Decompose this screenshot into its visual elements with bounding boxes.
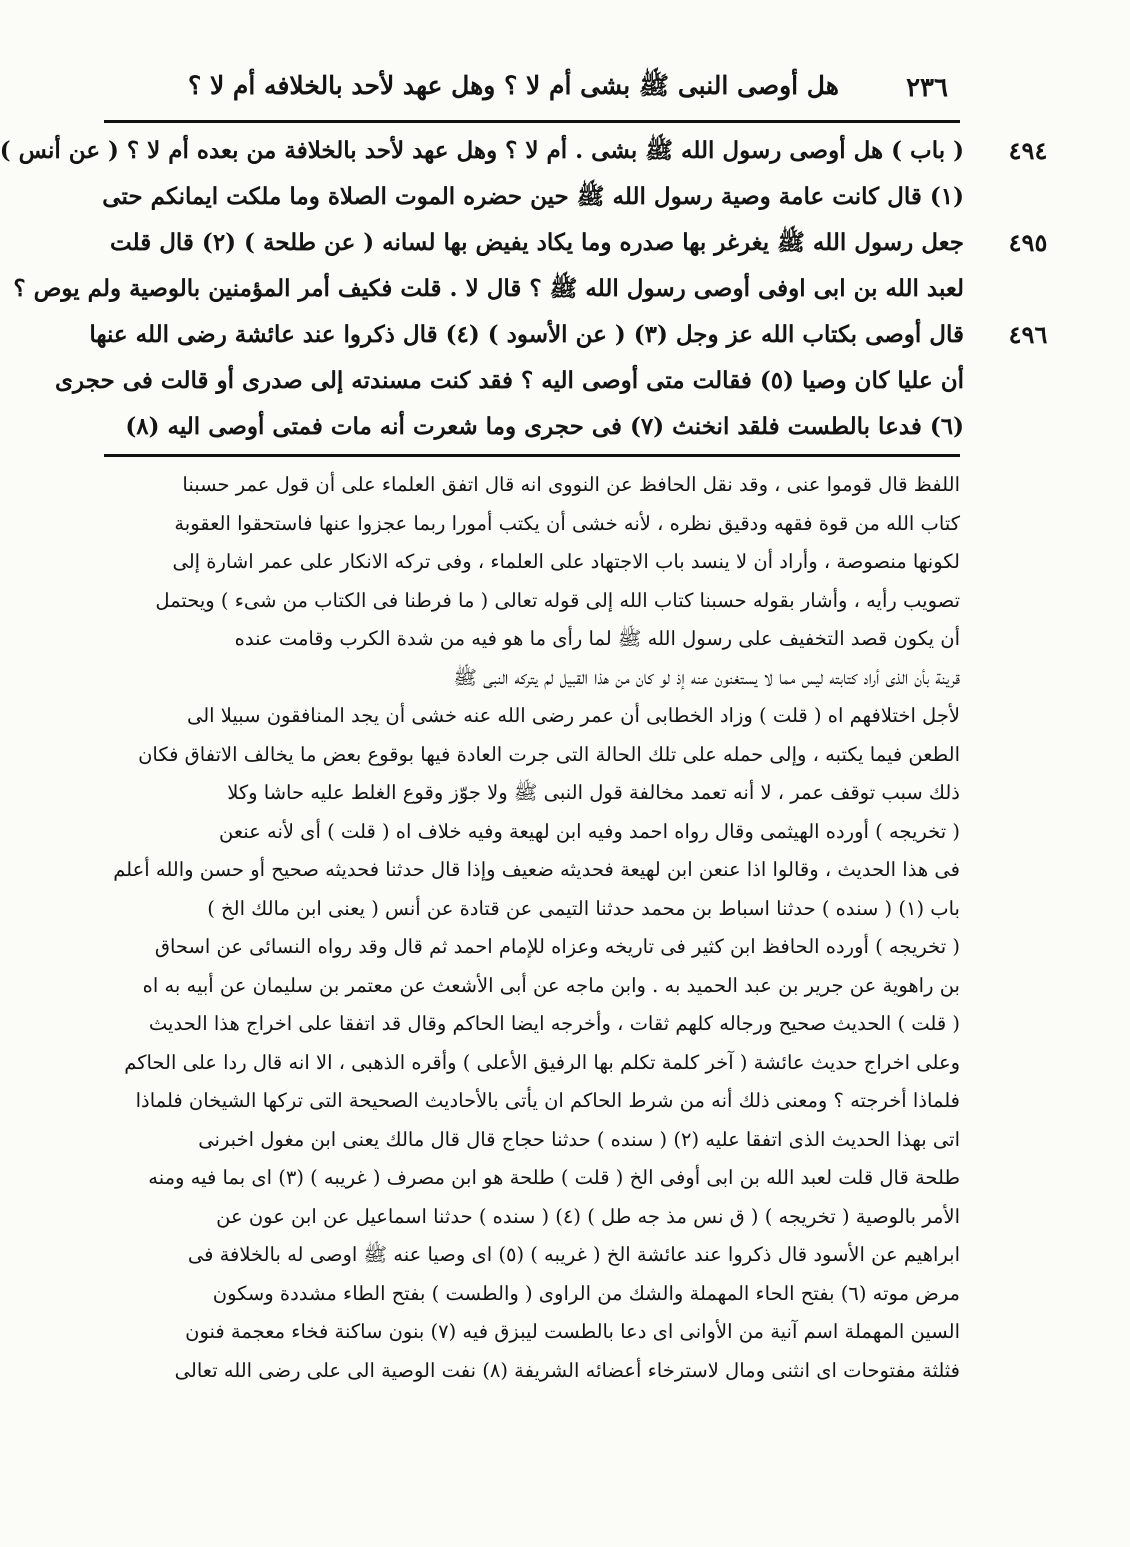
footnote-line: ( تخريجه ) أورده الهيثمى وقال رواه احمد وفيه ابن لهيعة وفيه خلاف اه ( قلت ) أى لأنه عنعن: [219, 819, 960, 843]
footnote-separator-rule: [104, 454, 960, 457]
footnote-line: ( تخريجه ) أورده الحافظ ابن كثير فى تاريخه وعزاه للإمام احمد ثم قال وقد رواه النسائى عن اسحاق: [154, 935, 960, 958]
footnote-line: السين المهملة اسم آنية من الأوانى اى دعا بالطست ليبزق فيه (٧) بنون ساكنة فخاء معجمة فنون: [185, 1320, 960, 1343]
footnote-line: لأجل اختلافهم اه ( قلت ) وزاد الخطابى أن عمر رضى الله عنه خشى أن يجد المنافقون سبيلا الى: [186, 704, 960, 727]
header-rule: [104, 120, 960, 123]
footnote-line: ذلك سبب توقف عمر ، لا أنه تعمد مخالفة قول النبى ﷺ ولا جوّز وقوع الغلط عليه حاشا وكلا: [227, 781, 960, 804]
footnote-line: اتى بهذا الحديث الذى اتفقا عليه (٢) ( سنده ) حدثنا حجاج قال قال مالك يعنى ابن مغول اخبرنى: [198, 1127, 960, 1151]
footnote-line: الأمر بالوصية ( تخريجه ) ( ق نس مذ جه طل ) (٤) ( سنده ) حدثنا اسماعيل عن ابن عون عن: [216, 1204, 960, 1228]
hadith-line-row: [54, 358, 1064, 404]
hadith-text-line: (١) قال كانت عامة وصية رسول الله ﷺ حين حضره الموت الصلاة وما ملكت ايمانكم حتى: [102, 183, 964, 210]
hadith-text-line: لعبد الله بن ابى اوفى أوصى رسول الله ﷺ ؟ قال لا . قلت فكيف أمر المؤمنين بالوصية ولم يوص ؟: [13, 275, 964, 302]
footnotes-block: [104, 466, 960, 1390]
footnote-line: باب (١) ( سنده ) حدثنا اسباط بن محمد حدثنا التيمى عن قتادة عن أنس ( يعنى ابن مالك الخ ): [207, 896, 960, 920]
footnote-line: مرض موته (٦) بفتح الحاء المهملة والشك من الراوى ( والطست ) بفتح الطاء مشددة وسكون: [212, 1281, 960, 1305]
hadith-line-row: [0, 128, 1064, 174]
footnote-line: ( قلت ) الحديث صحيح ورجاله كلهم ثقات ، وأخرجه ايضا الحاكم وقال قد اتفقا على اخراج هذا الحديث: [148, 1012, 960, 1035]
hadith-number: ٤٩٤: [1008, 136, 1048, 165]
hadith-line-row: [89, 312, 1064, 358]
hadith-line-row: [104, 174, 1064, 220]
chapter-title: هل أوصى النبى ﷺ بشى أم لا ؟ وهل عهد لأحد بالخلافه أم لا ؟: [188, 70, 839, 100]
hadith-text-line: أن عليا كان وصيا (٥) فقالت متى أوصى اليه ؟ فقد كنت مسندته إلى صدرى أو قالت فى حجرى: [54, 367, 964, 394]
footnote-line: فى هذا الحديث ، وقالوا اذا عنعن ابن لهيعة فحديثه ضعيف وإذا قال حدثنا فحديثه صحيح أو حسن والله أعلم: [113, 858, 960, 881]
hadith-line-row: [104, 220, 1064, 266]
footnote-line: تصويب رأيه ، وأشار بقوله حسبنا كتاب الله إلى قوله تعالى ( ما فرطنا فى الكتاب من شىء ) ويحتمل: [155, 588, 960, 612]
footnote-line: الطعن فيما يكتبه ، وإلى حمله على تلك الحالة التى جرت العادة فيها بوقوع بعض ما يخالف الاتفاق فكان: [138, 742, 960, 766]
footnote-line: قرينة بأن الذى أراد كتابته ليس مما لا يستغنون عنه إذ لو كان من هذا القبيل لم يتركه النبى ﷺ: [453, 665, 960, 689]
footnote-line: أن يكون قصد التخفيف على رسول الله ﷺ لما رأى ما هو فيه من شدة الكرب وقامت عنده: [234, 627, 960, 650]
hadith-line-row: [13, 266, 1064, 312]
hadith-text-line: قال أوصى بكتاب الله عز وجل (٣) ( عن الأسود ) (٤) قال ذكروا عند عائشة رضى الله عنها: [89, 321, 964, 348]
running-header: [188, 68, 948, 108]
hadith-number: ٤٩٥: [1008, 228, 1048, 257]
footnote-line: فلماذا أخرجته ؟ ومعنى ذلك أنه من شرط الحاكم ان يأتى بالأحاديث الصحيحة التى تركها الشيخان فلماذا: [135, 1089, 960, 1112]
footnote-line: وعلى اخراج حديث عائشة ( آخر كلمة تكلم بها الرفيق الأعلى ) وأقره الذهبى ، الا انه قال ردا على الحاكم: [124, 1050, 960, 1074]
page-number: ٢٣٦: [906, 73, 948, 103]
footnote-line: فثلثة مفتوحات اى انثنى ومال لاسترخاء أعضائه الشريفة (٨) نفت الوصية الى على رضى الله تعالى: [174, 1358, 960, 1382]
hadith-text-line: (٦) فدعا بالطست فلقد انخنث (٧) فى حجرى وما شعرت أنه مات فمتى أوصى اليه (٨): [125, 413, 964, 440]
hadith-number: ٤٩٦: [1008, 320, 1048, 349]
hadith-text-line: ( باب ) هل أوصى رسول الله ﷺ بشى . أم لا ؟ وهل عهد لأحد بالخلافة من بعده أم لا ؟ ( عن أنس ): [0, 137, 964, 164]
footnote-line: لكونها منصوصة ، وأراد أن لا ينسد باب الاجتهاد على العلماء ، وفى تركه الانكار على عمر اشارة إلى: [172, 550, 960, 573]
hadith-text-line: جعل رسول الله ﷺ يغرغر بها صدره وما يكاد يفيض بها لسانه ( عن طلحة ) (٢) قال قلت: [110, 229, 964, 256]
footnote-line: كتاب الله من قوة فقهه ودقيق نظره ، لأنه خشى أن يكتب أمورا ربما عجزوا عنها فاستحقوا العقوبة: [174, 511, 960, 535]
footnote-line: ابراهيم عن الأسود قال ذكروا عند عائشة الخ ( غريبه ) (٥) اى وصيا عنه ﷺ اوصى له بالخلافة فى: [187, 1243, 960, 1266]
hadith-text-block: [0, 128, 1064, 450]
footnote-line: طلحة قال قلت لعبد الله بن ابى أوفى الخ ( قلت ) طلحة هو ابن مصرف ( غريبه ) (٣) اى بما فيه ومنه: [148, 1166, 960, 1189]
footnote-line: اللفظ قال قوموا عنى ، وقد نقل الحافظ عن النووى انه قال اتفق العلماء على أن قول عمر حسبنا: [182, 473, 960, 496]
hadith-line-row: [104, 404, 1064, 450]
footnote-line: بن راهوية عن جرير بن عبد الحميد به . وابن ماجه عن أبى الأشعث عن معتمر بن سليمان عن أبيه به اه: [142, 973, 960, 997]
